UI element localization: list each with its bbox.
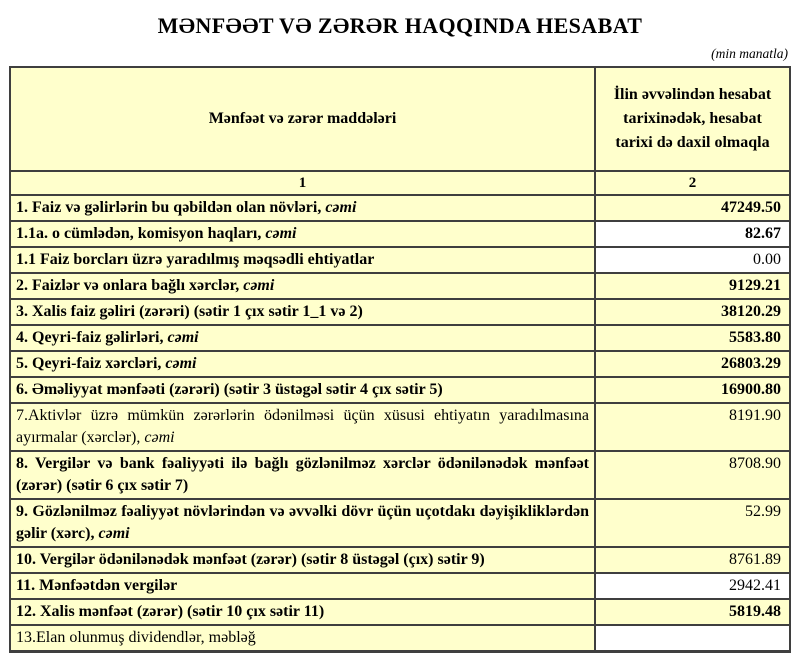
table-header-row — [10, 67, 790, 171]
row-value: 47249.50 — [595, 195, 790, 221]
row-value: 0.00 — [595, 247, 790, 273]
table-row — [10, 599, 790, 625]
row-label: 4. Qeyri-faiz gəlirləri, cəmi — [10, 325, 595, 351]
table-row — [10, 195, 790, 221]
row-label: 11. Mənfəətdən vergilər — [10, 573, 595, 599]
row-label: 10. Vergilər ödənilənədək mənfəət (zərər) (sətir 8 üstəgəl (çıx) sətir 9) — [10, 547, 595, 573]
page-title: MƏNFƏƏT VƏ ZƏRƏR HAQQINDA HESABAT — [157, 13, 643, 38]
row-value: 5819.48 — [595, 599, 790, 625]
row-value: 8708.90 — [595, 451, 790, 499]
row-value: 82.67 — [595, 221, 790, 247]
table-row — [10, 547, 790, 573]
row-value — [595, 625, 790, 652]
table-row — [10, 247, 790, 273]
table-row — [10, 451, 790, 499]
table-row — [10, 221, 790, 247]
table-row — [10, 351, 790, 377]
row-label: 1.1 Faiz borcları üzrə yaradılmış məqsədli ehtiyatlar — [10, 247, 595, 273]
row-label: 8. Vergilər və bank fəaliyyəti ilə bağlı gözlənilməz xərclər ödənilənədək mənfəət (zərər) (sətir 6 çıx sətir 7) — [10, 451, 595, 499]
row-label: 1. Faiz və gəlirlərin bu qəbildən olan növləri, cəmi — [10, 195, 595, 221]
row-value: 8191.90 — [595, 403, 790, 451]
table-row — [10, 499, 790, 547]
row-label: 1.1a. o cümlədən, komisyon haqları, cəmi — [10, 221, 595, 247]
column-number-1: 1 — [10, 171, 595, 195]
row-label: 12. Xalis mənfəət (zərər) (sətir 10 çıx sətir 11) — [10, 599, 595, 625]
row-value: 5583.80 — [595, 325, 790, 351]
row-value: 9129.21 — [595, 273, 790, 299]
table-row — [10, 325, 790, 351]
column-number-row — [10, 171, 790, 195]
row-label: 2. Faizlər və onlara bağlı xərclər, cəmi — [10, 273, 595, 299]
table-row — [10, 625, 790, 652]
table-row — [10, 377, 790, 403]
row-value: 2942.41 — [595, 573, 790, 599]
row-value: 26803.29 — [595, 351, 790, 377]
row-label: 13.Elan olunmuş dividendlər, məbləğ — [10, 625, 595, 652]
report-page — [0, 13, 800, 645]
row-value: 16900.80 — [595, 377, 790, 403]
column-number-2: 2 — [595, 171, 790, 195]
row-value: 8761.89 — [595, 547, 790, 573]
row-label: 7.Aktivlər üzrə mümkün zərərlərin ödənilməsi üçün xüsusi ehtiyatın yaradılmasına ayırmalar (xərclər), cəmi — [10, 403, 595, 451]
profit-loss-table — [9, 66, 791, 653]
unit-note: (min manatla) — [711, 46, 788, 61]
period-column-header: İlin əvvəlindən hesabat tarixinədək, hesabat tarixi də daxil olmaqla — [595, 67, 790, 171]
table-row — [10, 273, 790, 299]
row-value: 52.99 — [595, 499, 790, 547]
table-row — [10, 299, 790, 325]
row-label: 3. Xalis faiz gəliri (zərəri) (sətir 1 çıx sətir 1_1 və 2) — [10, 299, 595, 325]
items-column-header: Mənfəət və zərər maddələri — [10, 67, 595, 171]
row-value: 38120.29 — [595, 299, 790, 325]
row-label: 9. Gözlənilməz fəaliyyət növlərindən və əvvəlki dövr üçün uçotdakı dəyişikliklərdən gəlir (xərc), cəmi — [10, 499, 595, 547]
table-row — [10, 403, 790, 451]
row-label: 5. Qeyri-faiz xərcləri, cəmi — [10, 351, 595, 377]
row-label: 6. Əməliyyat mənfəəti (zərəri) (sətir 3 üstəgəl sətir 4 çıx sətir 5) — [10, 377, 595, 403]
table-row — [10, 573, 790, 599]
